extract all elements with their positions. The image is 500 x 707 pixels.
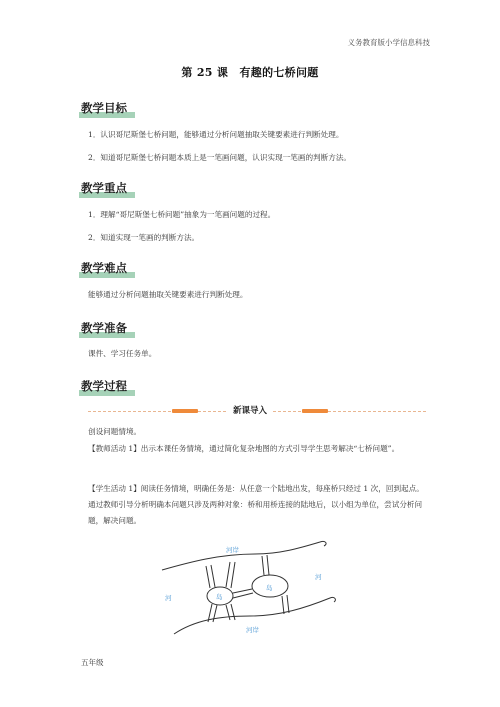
section-heading-preparation — [81, 320, 127, 336]
series-header: 义务教育版小学信息科技 — [347, 38, 430, 47]
label-island-right: 岛 — [266, 584, 273, 592]
subsection-title-text: 新课导入 — [227, 406, 273, 416]
label-river-left: 河 — [165, 594, 172, 602]
section-heading-process — [81, 378, 127, 394]
objective-item-2: 2．知道哥尼斯堡七桥问题本质上是一笔画问题，认识实现一笔画的判断方法。 — [88, 153, 352, 162]
bridge-4 — [226, 604, 235, 620]
section-heading-key-points — [81, 180, 127, 196]
section-heading-difficulties — [81, 260, 127, 276]
difficulty-text: 能够通过分析问题抽取关键要素进行判断处理。 — [88, 290, 248, 299]
label-river-right: 河 — [315, 573, 322, 581]
key-point-item-1: 1．理解“哥尼斯堡七桥问题”抽象为一笔画问题的过程。 — [88, 210, 276, 219]
bridge-1 — [206, 565, 215, 588]
lesson-title: 第 25 课 有趣的七桥问题 — [181, 66, 319, 79]
label-island-left: 岛 — [216, 593, 223, 601]
heading-text: 教学难点 — [81, 261, 127, 275]
heading-text: 教学重点 — [81, 181, 127, 195]
section-heading-objectives — [81, 100, 127, 116]
bridge-5 — [233, 589, 253, 598]
grade-footer: 五年级 — [81, 658, 104, 667]
heading-text: 教学目标 — [81, 101, 127, 115]
bridge-2 — [226, 562, 235, 588]
process-paragraph-3: 【学生活动 1】阅读任务情境，明确任务是：从任意一个陆地出发，每座桥只经过 1 次，回到起点。通过教师引导分析明确本问题只涉及两种对象：桥和用桥连接的陆地后，以小组为单位，尝试分析问题，解决问题。 — [88, 484, 424, 525]
key-point-item-2: 2．知道实现一笔画的判断方法。 — [88, 233, 200, 242]
river-bank-top — [162, 541, 326, 570]
seven-bridges-map — [160, 540, 340, 640]
bridge-6 — [262, 555, 269, 575]
label-bank-top: 河岸 — [226, 546, 239, 554]
heading-text: 教学过程 — [81, 379, 127, 393]
subsection-title — [0, 404, 500, 416]
preparation-text: 课件、学习任务单。 — [88, 349, 157, 358]
heading-text: 教学准备 — [81, 321, 127, 335]
process-paragraph-1: 创设问题情境。 — [88, 427, 142, 436]
label-bank-bottom: 河岸 — [246, 626, 259, 634]
bridge-7 — [282, 595, 289, 614]
process-paragraph-2: 【教师活动 1】出示本课任务情境，通过简化复杂地图的方式引导学生思考解决“七桥问题”。 — [88, 444, 400, 453]
objective-item-1: 1．认识哥尼斯堡七桥问题，能够通过分析问题抽取关键要素进行判断处理。 — [88, 130, 344, 139]
